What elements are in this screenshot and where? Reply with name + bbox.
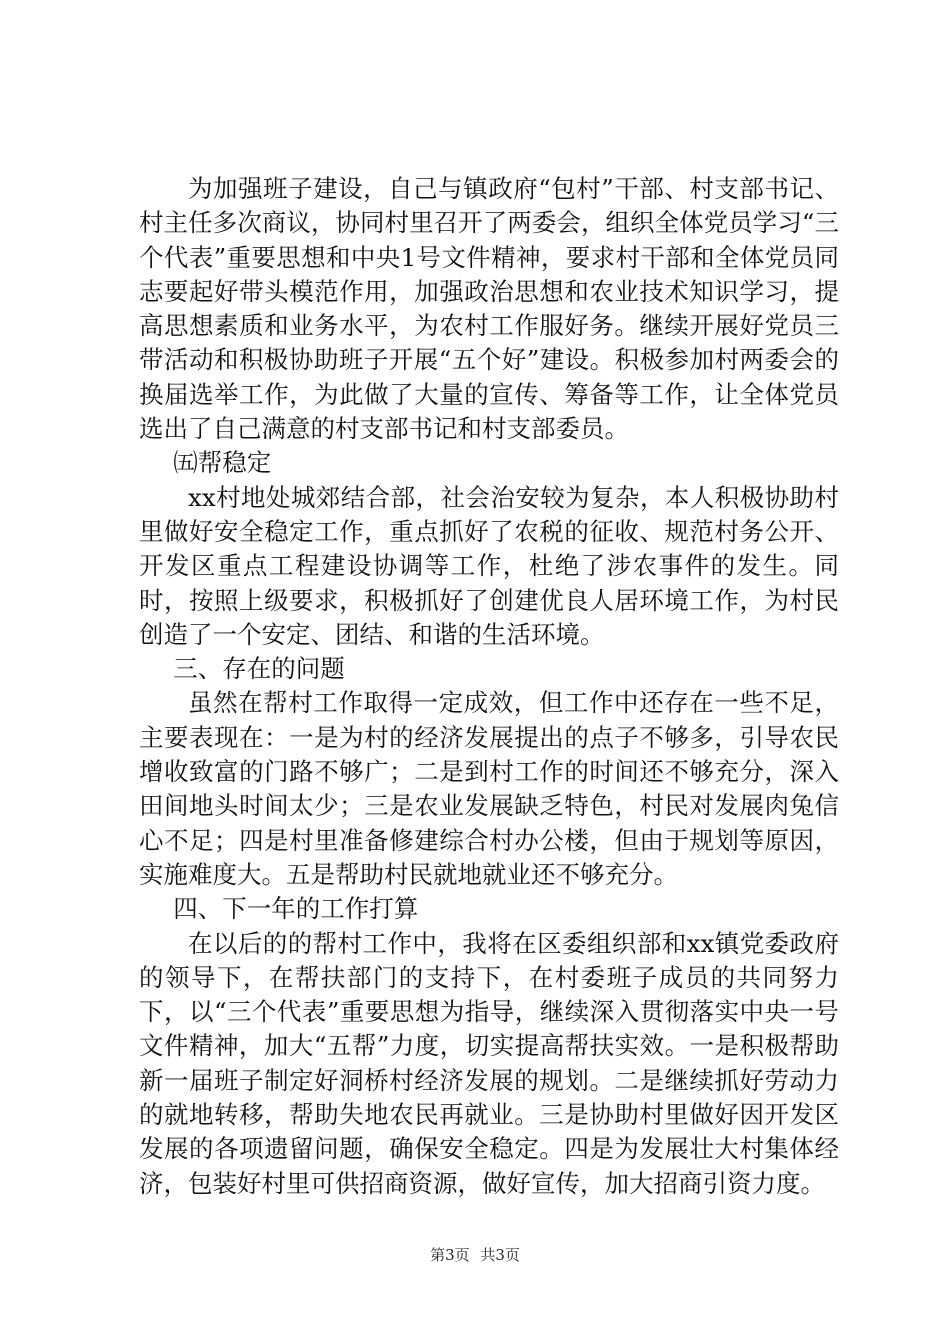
paragraph-plan: 在以后的的帮村工作中，我将在区委组织部和xx镇党委政府的领导下，在帮扶部门的支持下，在村委班子成员的共同努力下，以“三个代表”重要思想为指导，继续深入贯彻落实中央一号文件精神，加大“五帮”力度，切实提高帮扶实效。一是积极帮助新一届班子制定好洞桥村经济发展的规划。二是继续抓好劳动力的就地转移，帮助失地农民再就业。三是协助村里做好因开发区发展的各项遗留问题，确保安全稳定。四是为发展壮大村集体经济，包装好村里可供招商资源，做好宣传，加大招商引资力度。 (139, 928, 839, 1198)
heading-next-year-plan: 四、下一年的工作打算 (173, 894, 419, 924)
page-footer (0, 1245, 950, 1265)
paragraph-stability: xx村地处城郊结合部，社会治安较为复杂，本人积极协助村里做好安全稳定工作，重点抓好了农税的征收、规范村务公开、开发区重点工程建设协调等工作，杜绝了涉农事件的发生。同时，按照上级要求，积极抓好了创建优良人居环境工作，为村民创造了一个安定、团结、和谐的生活环境。 (139, 482, 839, 649)
paragraph-team-building: 为加强班子建设，自己与镇政府“包村”干部、村支部书记、村主任多次商议，协同村里召开了两委会，组织全体党员学习“三个代表”重要思想和中央1号文件精神，要求村干部和全体党员同志要起好带头模范作用，加强政治思想和农业技术知识学习，提高思想素质和业务水平，为农村工作服好务。继续开展好党员三带活动和积极协助班子开展“五个好”建设。积极参加村两委会的换届选举工作，为此做了大量的宣传、筹备等工作，让全体党员选出了自己满意的村支部书记和村支部委员。 (139, 174, 839, 444)
page-number-total: 共3页 (480, 1246, 520, 1264)
page-number-current: 第3页 (430, 1246, 470, 1264)
subheading-help-stability: ㈤帮稳定 (173, 448, 272, 478)
paragraph-problems: 虽然在帮村工作取得一定成效，但工作中还存在一些不足，主要表现在：一是为村的经济发展提出的点子不够多，引导农民增收致富的门路不够广；二是到村工作的时间还不够充分，深入田间地头时间太少；三是农业发展缺乏特色，村民对发展肉兔信心不足；四是村里准备修建综合村办公楼，但由于规划等原因，实施难度大。五是帮助村民就地就业还不够充分。 (139, 688, 839, 889)
heading-existing-problems: 三、存在的问题 (173, 654, 345, 684)
document-body (139, 172, 839, 1201)
